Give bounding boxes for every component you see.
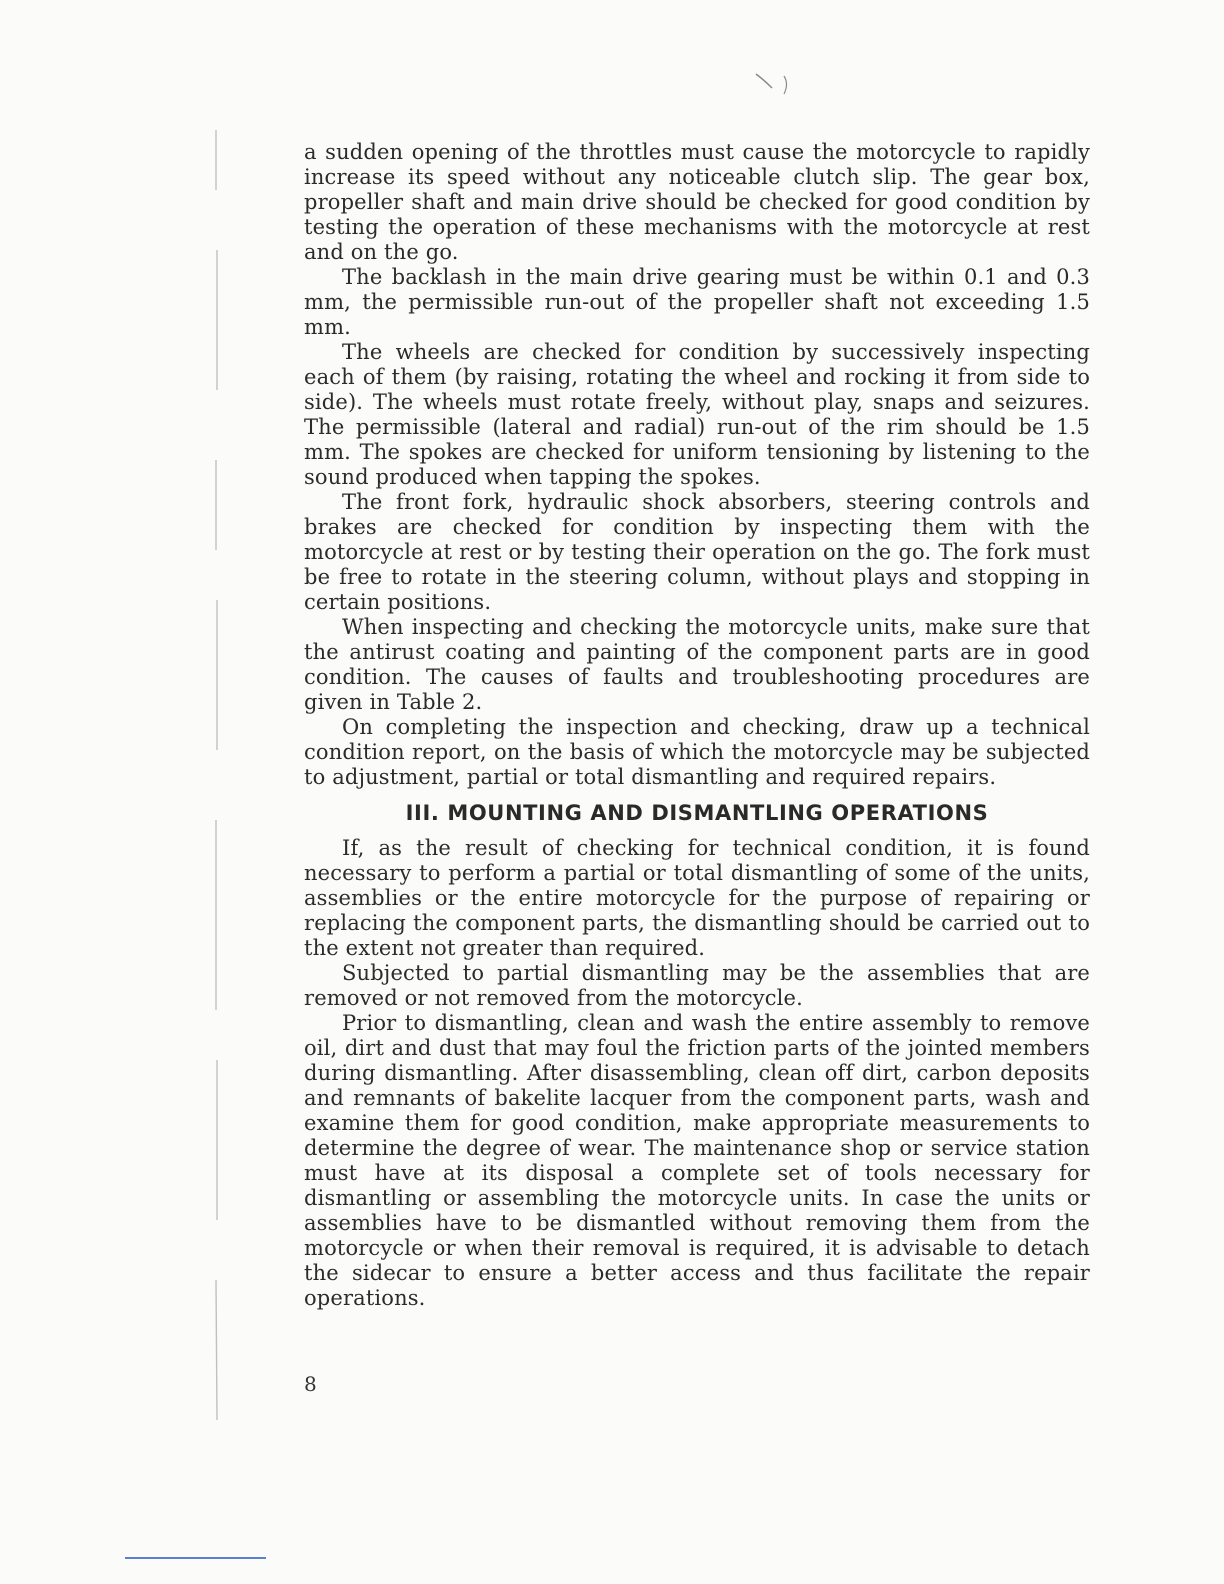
section-heading: III. MOUNTING AND DISMANTLING OPERATIONS — [405, 801, 989, 825]
page-number: 8 — [304, 1372, 317, 1396]
bottom-rule — [125, 1557, 266, 1559]
paragraph-5: When inspecting and checking the motorcycle units, make sure that the antirust coating and painting of the component parts are in good condition. The causes of faults and troubleshooting procedures are given in Table 2. — [304, 615, 1090, 714]
paragraph-1: a sudden opening of the throttles must cause the motorcycle to rapidly increase its speed without any noticeable clutch slip. The gear box, propeller shaft and main drive should be checked for good condition by testing the operation of these mechanisms with the motorcycle at rest and on the go. — [304, 140, 1090, 264]
paragraph-2: The backlash in the main drive gearing must be within 0.1 and 0.3 mm, the permissible run-out of the propeller shaft not exceeding 1.5 mm. — [304, 265, 1090, 339]
paragraph-8: Subjected to partial dismantling may be the assemblies that are removed or not removed from the motorcycle. — [304, 961, 1090, 1010]
paragraph-7: If, as the result of checking for technical condition, it is found necessary to perform a partial or total dismantling of some of the units, assemblies or the entire motorcycle for the purpose of repairing or replacing the component parts, the dismantling should be carried out to the extent not greater than required. — [304, 836, 1090, 960]
binding-edge-shadow-icon — [214, 130, 220, 1470]
paragraph-3: The wheels are checked for condition by successively inspecting each of them (by raising, rotating the wheel and rocking it from side to side). The wheels must rotate freely, without play, snaps and seizures. The permissible (lateral and radial) run-out of the rim should be 1.5 mm. The spokes are checked for uniform tensioning by listening to the sound produced when tapping the spokes. — [304, 340, 1090, 489]
scan-binding-edge — [214, 130, 220, 1470]
paragraph-4: The front fork, hydraulic shock absorbers, steering controls and brakes are checked for condition by inspecting them with the motorcycle at rest or by testing their operation on the go. The fork must be free to rotate in the steering column, without plays and stopping in certain positions. — [304, 490, 1090, 614]
paragraph-6: On completing the inspection and checking, draw up a technical condition report, on the basis of which the motorcycle may be subjected to adjustment, partial or total dismantling and required repairs. — [304, 715, 1090, 789]
paragraph-9: Prior to dismantling, clean and wash the entire assembly to remove oil, dirt and dust that may foul the friction parts of the jointed members during dismantling. After disassembling, clean off dirt, carbon deposits and remnants of bakelite lacquer from the component parts, wash and examine them for good condition, make appropriate measurements to determine the degree of wear. The maintenance shop or service station must have at its disposal a complete set of tools necessary for dismantling or assembling the motorcycle units. In case the units or assemblies have to be dismantled without removing them from the motorcycle or when their removal is required, it is advisable to detach the sidecar to ensure a better access and thus facilitate the repair operations. — [304, 1011, 1090, 1310]
body-text — [304, 140, 1090, 1311]
scan-mark-icon — [754, 68, 794, 104]
